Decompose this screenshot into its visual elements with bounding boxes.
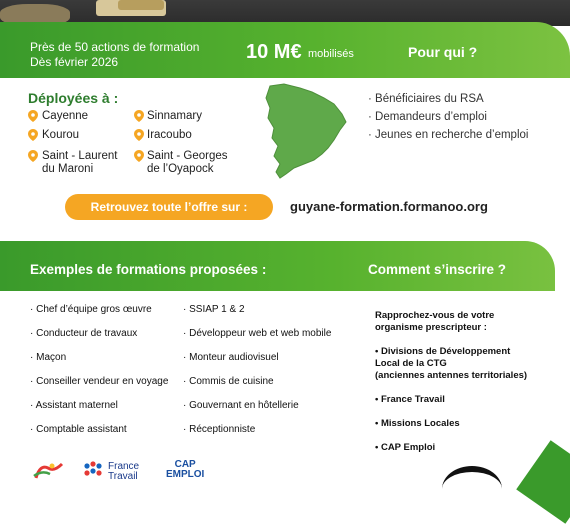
deploy-title: Déployées à :: [28, 90, 119, 106]
formation-item: · Réceptionniste: [183, 424, 256, 435]
start-date-text: Dès février 2026: [30, 55, 119, 69]
formation-item: · Monteur audiovisuel: [183, 352, 279, 363]
france-travail-logo-icon: [82, 461, 104, 479]
location-pin-icon: [134, 129, 144, 141]
register-item-ctg: • Divisions de Développement: [375, 346, 511, 357]
budget-amount: 10 M€: [246, 41, 302, 63]
register-item-ctg-3: (anciennes antennes territoriales): [375, 370, 528, 381]
budget-suffix: mobilisés: [308, 48, 354, 60]
register-item-missions-locales: • Missions Locales: [375, 418, 460, 429]
formation-item: · Conducteur de travaux: [30, 328, 138, 339]
register-item-ctg-2: Local de la CTG: [375, 358, 447, 369]
france-travail-logo-text: France Travail: [108, 461, 140, 482]
location-pin-icon: [134, 110, 144, 122]
city-saint-laurent-2: du Maroni: [42, 163, 94, 175]
location-pin-icon: [134, 150, 144, 162]
city-saint-georges: Saint - Georges: [147, 150, 228, 162]
city-saint-georges-2: de l’Oyapock: [147, 163, 214, 175]
cap-emploi-logo: CAP EMPLOI: [166, 459, 205, 480]
city-kourou: Kourou: [42, 129, 80, 141]
register-item-france-travail: • France Travail: [375, 394, 445, 405]
decorative-arc: [442, 466, 502, 512]
offer-link-button[interactable]: Retrouvez toute l’offre sur :: [65, 194, 273, 220]
register-item-cap-emploi: • CAP Emploi: [375, 442, 436, 453]
who-item-rsa: · Bénéficiaires du RSA: [368, 93, 484, 105]
city-cayenne: Cayenne: [42, 110, 89, 122]
register-intro-1: Rapprochez-vous de votre: [375, 310, 495, 321]
location-pin-icon: [28, 150, 38, 162]
who-item-jobseekers: · Demandeurs d’emploi: [368, 111, 487, 123]
register-heading: Comment s’inscrire ?: [368, 262, 507, 277]
formation-item: · Maçon: [30, 352, 67, 363]
who-item-youth: · Jeunes en recherche d’emploi: [368, 129, 529, 141]
formation-item: · Chef d’équipe gros œuvre: [30, 304, 152, 315]
location-pin-icon: [28, 129, 38, 141]
city-sinnamary: Sinnamary: [147, 110, 202, 122]
formation-item: · Conseiller vendeur en voyage: [30, 376, 169, 387]
formation-item: · Développeur web et web mobile: [183, 328, 332, 339]
formation-item: · SSIAP 1 & 2: [183, 304, 245, 315]
formation-item: · Assistant maternel: [30, 400, 118, 411]
city-iracoubo: Iracoubo: [147, 129, 192, 141]
examples-heading: Exemples de formations proposées :: [30, 262, 267, 277]
formation-item: · Comptable assistant: [30, 424, 127, 435]
offer-url-link[interactable]: guyane-formation.formanoo.org: [290, 199, 488, 214]
mission-locale-logo: [32, 460, 66, 480]
city-saint-laurent: Saint - Laurent: [42, 150, 118, 162]
actions-count-text: Près de 50 actions de formation: [30, 40, 200, 54]
formation-item: · Commis de cuisine: [183, 376, 274, 387]
register-intro-2: organisme prescripteur :: [375, 322, 487, 333]
guyane-map: [260, 82, 348, 180]
formation-item: · Gouvernant en hôtellerie: [183, 400, 299, 411]
for-who-heading: Pour qui ?: [408, 44, 478, 60]
location-pin-icon: [28, 110, 38, 122]
